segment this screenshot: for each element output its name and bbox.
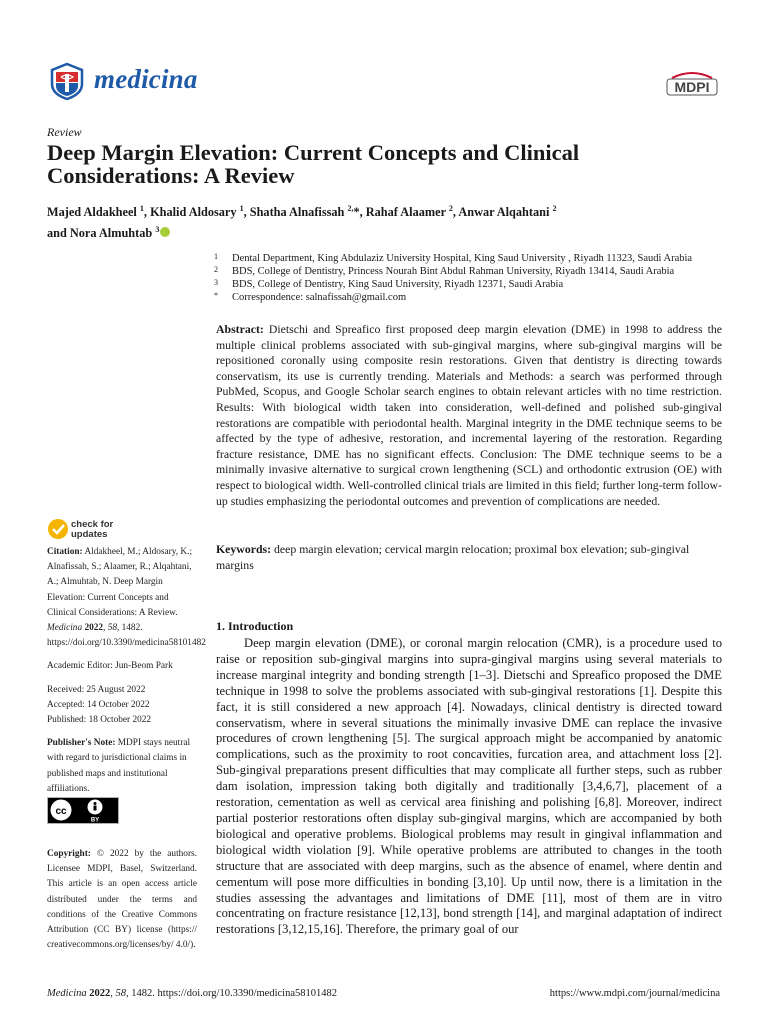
received-date: Received: 25 August 2022 [47,684,146,695]
footer-journal-url[interactable]: https://www.mdpi.com/journal/medicina [549,988,720,999]
article-info-sidebar [47,545,206,953]
accepted-date: Accepted: 14 October 2022 [47,699,150,710]
introduction-body: Deep margin elevation (DME), or coronal margin relocation (CMR), is a procedure used to raise or reposition sub-gingival margins into supra-gingival margins using several materials to increase marginal integrity and bonding strength [1–3]. Dietschi and Spreafico proposed the DME technique in 1998 to solve the problems associated with sub-gingival restorations [1]. Despite this fact, it is still considered a new approach [4]. Nowadays, clinical dentistry is directed toward conservatism, where in several situations the minimally invasive DME can replace the invasive procedures of crown lengthening [5]. The surgical approach might be accompanied by anatomic complications, such as the proximity to root concavities, furcation area, and attachment loss [2]. Sub-gingival preparations present difficulties that may complicate all further steps, such as rubber dam isolation, impression taking both digitally and traditionally [3,4,6,7], placement of a restoration, cementation as well as cervical area finishing and polishing [6,8]. Moreover, indirect partial posterior restorations often display sub-gingival margins, which are accompanied by both biological and operative problems. Biological problems may result in gingival inflammation and biological width violation [9]. While operative problems are attributed to changes in the tooth structure that are associated with deep margins, such as the absence of enamel, where dentin and cementum will pose more difficulties in bonding [3,10]. Up until now, there is a limitation in the studies assessing the advantages and limitations of DME [11], most of them are in vitro concentrating on fracture resistance [12,13], bond strength [14], and marginal adaptation of indirect restorations [3,12,15,16]. Therefore, the primary goal of our [216,636,722,937]
authors-line-2: and Nora Almuhtab $^3$ [47,221,687,242]
mdpi-logo-icon [666,70,718,100]
abstract-text: Dietschi and Spreafico first proposed deep margin elevation (DME) in 1998 to address the multiple clinical problems associated with sub-gingival margins, where sub-gingival margins will be repositioned coronally using composite resin restorations. Given that dentistry is directing towards conservatism, its use is currently trending. Materials and Methods: a search was performed through PubMed, Scopus, and Google Scholar search engines to obtain relevant articles with no time restriction. Results: With biological width taken into consideration, well-defined and polished sub-gingival restorations are compatible with periodontal health. Marginal integrity in the DME technique seems to be affected by the type of adhesive, restoration, and incremental layering of the restoration. Regarding fracture resistance, DME has no significant effects. Conclusion: The DME technique seems to be a minimally invasive alternative to surgical crown lengthening (SCL) and orthodontic extrusion (OE) with respect to biological width. Well-controlled clinical trials are limited in this field; further long-term follow-up studies emphasizing the periodontal outcomes and prevention of complications are needed. [216,322,723,508]
footer-citation: Medicina 2022, 58, 1482. https://doi.org/10.3390/medicina58101482 [47,988,337,999]
section-heading: 1. Introduction [216,619,294,633]
check-for-updates-icon [47,518,69,540]
article-title: Deep Margin Elevation: Current Concepts and Clinical Considerations: A Review [47,140,580,188]
correspondence: * Correspondence: salnafissah@gmail.com [214,291,407,303]
copyright: Copyright: © 2022 by the authors. Licensee MDPI, Basel, Switzerland. This article is an open access article distributed under the terms and conditions of the Creative Commons Attribution (CC BY) license (https:// creativecommons.org/licenses/by/ 4.0/). [47,849,197,951]
cc-by-label: BY [90,817,100,824]
svg-text:cc: cc [55,806,67,817]
affiliation-item: 2 BDS, College of Dentistry, Princess Nourah Bint Abdul Rahman University, Riyadh 13414, Saudi Arabia [214,265,675,277]
affiliation-item: 3 BDS, College of Dentistry, King Saud University, Riyadh 12371, Saudi Arabia [214,278,564,290]
check-for-updates-label: check for updates [71,519,114,540]
keywords-label: Keywords: [216,542,272,556]
check-for-updates-button[interactable] [47,518,157,544]
authors-line-1: Majed Aldakheel $^1$, Khalid Aldosary $^1$, Shatha Alnafissah $^{2,}$*, Rahaf Alaamer $^2$, Anwar Alqahtani $^2$ [47,204,557,220]
affiliations [210,252,730,304]
article-type: Review [47,125,82,139]
orcid-icon[interactable] [160,227,170,237]
keywords-text: deep margin elevation; cervical margin relocation; proximal box elevation; sub-gingival margins [216,542,690,572]
affiliation-item: 1 Dental Department, King Abdulaziz University Hospital, King Saud University , Riyadh 11323, Saudi Arabia [214,252,693,264]
abstract-label: Abstract: [216,322,264,336]
published-date: Published: 18 October 2022 [47,715,152,726]
abstract [216,322,722,509]
cc-by-license-icon[interactable] [47,797,119,824]
medicina-logo-icon [48,62,86,100]
citation: Citation: Aldakheel, M.; Aldosary, K.; Alnafissah, S.; Alaamer, R.; Alqahtani, A.; Almuhtab, N. Deep Margin Elevation: Current Concepts and Clinical Considerations: A Review. Medicina 2022, 58, 1482. https://doi.org/10.3390/medicina58101482 [47,547,206,649]
author-list [47,200,687,242]
journal-name: medicina [94,64,198,94]
keywords [216,542,722,573]
academic-editor: Academic Editor: Jun-Beom Park [47,661,173,672]
publisher-name: MDPI [674,79,710,95]
publishers-note: Publisher's Note: MDPI stays neutral with regard to jurisdictional claims in published maps and institutional affiliations. [47,738,191,794]
